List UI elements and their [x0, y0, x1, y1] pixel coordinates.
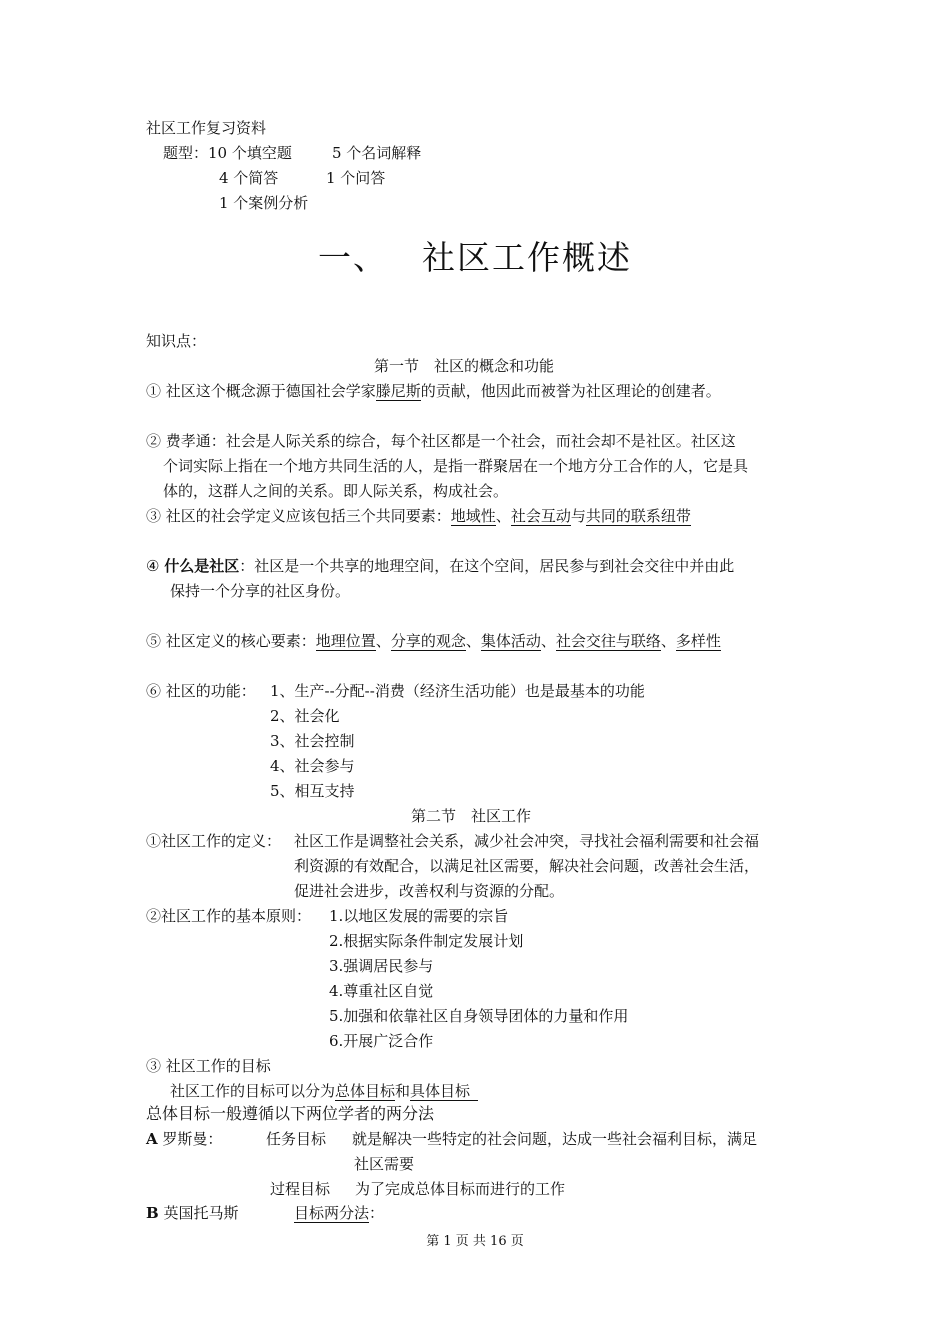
overall-goal-text: 总体目标一般遵循以下两位学者的两分法 — [146, 1104, 435, 1123]
principles-label: ②社区工作的基本原则： — [146, 907, 312, 925]
principle-item: 4.尊重社区自觉 — [329, 982, 434, 1000]
underlined-term: 地域性 — [450, 507, 496, 525]
principle-item: 5.加强和依靠社区自身领导团体的力量和作用 — [329, 1007, 629, 1025]
item-b-label — [146, 1203, 238, 1223]
page-footer: 第 1 页 共 16 页 — [426, 1234, 524, 1249]
process-goal-label: 过程目标 — [270, 1180, 331, 1198]
task-goal-line1: 就是解决一些特定的社会问题，达成一些社会福利目标，满足 — [352, 1130, 758, 1148]
separator: 、 — [660, 632, 676, 650]
item-b-letter: B — [146, 1204, 159, 1222]
underlined-term: 具体目标 — [410, 1082, 478, 1101]
chapter-number: 一、 — [318, 238, 388, 277]
function-item: 1、生产--分配--消费（经济生活功能）也是最基本的功能 — [270, 682, 645, 700]
point-2-line3: 体的，这群人之间的关系。即人际关系，构成社会。 — [163, 482, 509, 500]
underlined-term: 滕尼斯 — [375, 382, 421, 400]
point-3-text: ③ 社区的社会学定义应该包括三个共同要素： — [146, 507, 451, 525]
point-5-text: ⑤ 社区定义的核心要素： — [146, 632, 316, 650]
task-goal-label: 任务目标 — [266, 1130, 327, 1148]
underlined-term: 地理位置 — [315, 632, 376, 650]
separator: 与 — [570, 507, 586, 525]
separator: 、 — [495, 507, 511, 525]
underlined-term: 分享的观念 — [390, 632, 466, 650]
separator: 、 — [540, 632, 556, 650]
function-item: 5、相互支持 — [270, 782, 355, 800]
principle-item: 6.开展广泛合作 — [329, 1032, 434, 1050]
underlined-term: 多样性 — [675, 632, 721, 650]
question-types-line1a: 题型：10 个填空题 — [163, 144, 292, 162]
section1-heading: 第一节 社区的概念和功能 — [374, 357, 555, 375]
point-4-num: ④ — [146, 557, 165, 575]
underlined-term: 社会互动 — [510, 507, 571, 525]
separator: 、 — [465, 632, 481, 650]
principle-item: 3.强调居民参与 — [329, 957, 434, 975]
function-item: 2、社会化 — [270, 707, 340, 725]
section2-heading: 第二节 社区工作 — [411, 807, 532, 825]
point-1 — [146, 381, 721, 401]
process-goal-text: 为了完成总体目标而进行的工作 — [355, 1180, 566, 1198]
question-types-line2a: 4 个简答 — [219, 169, 279, 187]
definition-label: ①社区工作的定义： — [146, 832, 282, 850]
point-1-text: ① 社区这个概念源于德国社会学家 — [146, 382, 376, 400]
underlined-term: 目标两分法 — [294, 1204, 370, 1222]
goal-text-mid: 和 — [395, 1082, 411, 1100]
point-4-line2: 保持一个分享的社区身份。 — [170, 582, 351, 600]
point-6-label: ⑥ 社区的功能： — [146, 682, 256, 700]
chapter-title: 社区工作概述 — [422, 238, 632, 277]
item-a-name: 罗斯曼： — [162, 1130, 223, 1148]
underlined-term: 总体目标 — [335, 1082, 396, 1100]
knowledge-label: 知识点： — [146, 332, 207, 350]
point-2-line2: 个词实际上指在一个地方共同生活的人，是指一群聚居在一个地方分工合作的人，它是具 — [163, 457, 749, 475]
question-types-line2b: 1 个问答 — [326, 169, 386, 187]
goal-text — [170, 1081, 478, 1101]
point-4-line1 — [146, 556, 734, 576]
definition-line1: 社区工作是调整社会关系，减少社会冲突，寻找社会福利需要和社会福 — [294, 832, 760, 850]
point-5 — [146, 631, 721, 651]
underlined-term: 社会交往与联络 — [555, 632, 661, 650]
task-goal-line2: 社区需要 — [354, 1155, 415, 1173]
definition-line2: 利资源的有效配合，以满足社区需要，解决社会问题，改善社会生活， — [294, 857, 760, 875]
definition-line3: 促进社会进步，改善权利与资源的分配。 — [294, 882, 565, 900]
doc-title: 社区工作复习资料 — [146, 119, 267, 137]
goal-text-pre: 社区工作的目标可以分为 — [170, 1082, 336, 1100]
colon: ： — [369, 1204, 385, 1222]
underlined-term: 共同的联系纽带 — [585, 507, 691, 525]
item-a-letter: A — [146, 1130, 158, 1148]
point-2-line1: ② 费孝通：社会是人际关系的综合，每个社区都是一个社会，而社会却不是社区。社区这 — [146, 432, 736, 450]
point-4-text: ：社区是一个共享的地理空间，在这个空间，居民参与到社会交往中并由此 — [239, 557, 735, 575]
point-3 — [146, 506, 691, 526]
item-b-name: 英国托马斯 — [163, 1204, 239, 1222]
principle-item: 2.根据实际条件制定发展计划 — [329, 932, 524, 950]
principle-item: 1.以地区发展的需要的宗旨 — [329, 907, 509, 925]
item-b-term — [294, 1203, 384, 1223]
underlined-term: 集体活动 — [480, 632, 541, 650]
point-4-bold-term: 什么是社区 — [164, 557, 240, 575]
question-types-line3: 1 个案例分析 — [219, 194, 309, 212]
item-a-label — [146, 1129, 222, 1149]
function-item: 4、社会参与 — [270, 757, 355, 775]
function-item: 3、社会控制 — [270, 732, 355, 750]
point-1-text-end: 的贡献，他因此而被誉为社区理论的创建者。 — [420, 382, 721, 400]
question-types-line1b: 5 个名词解释 — [332, 144, 422, 162]
goal-label: ③ 社区工作的目标 — [146, 1057, 271, 1075]
separator: 、 — [375, 632, 391, 650]
